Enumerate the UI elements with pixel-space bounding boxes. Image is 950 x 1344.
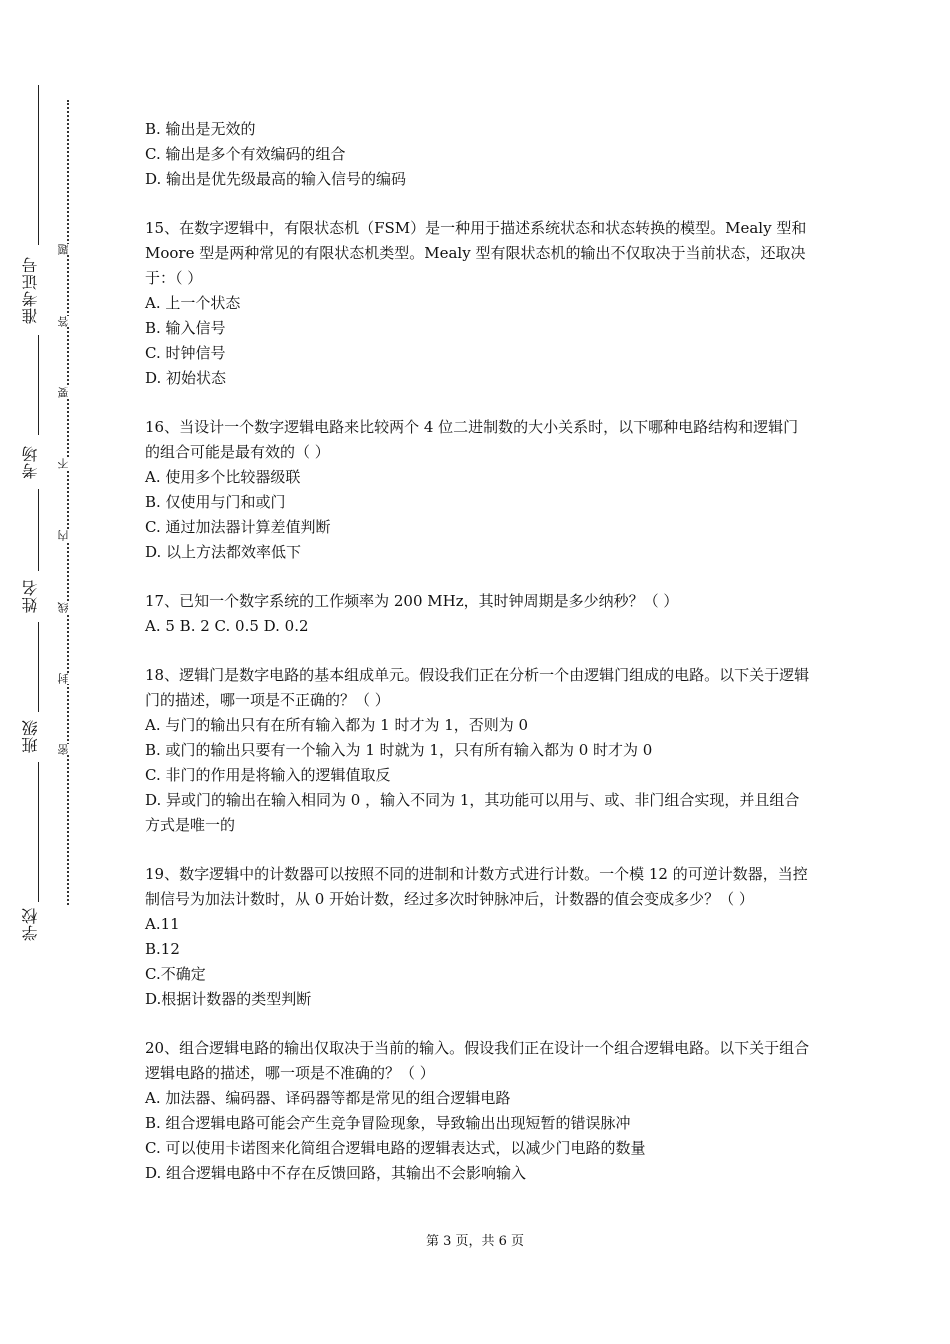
seal-dotted-line: [67, 100, 69, 905]
fill-line: [38, 85, 39, 245]
previous-question-options: [145, 117, 810, 192]
seal-char: 答: [58, 316, 78, 327]
question-stem: 19、数字逻辑中的计数器可以按照不同的进制和计数方式进行计数。一个模 12 的可逆计数器，当控制信号为加法计数时，从 0 开始计数，经过多次时钟脉冲后，计数器的值会变成多少？（ ）: [145, 865, 808, 908]
option: C. 时钟信号: [145, 344, 226, 362]
question-17: [145, 589, 810, 639]
option: B. 输出是无效的: [145, 120, 256, 138]
option: D. 初始状态: [145, 369, 227, 387]
option: D.根据计数器的类型判断: [145, 990, 312, 1008]
seal-char: 密: [58, 744, 78, 755]
admission-no-label: 准考证号: [21, 256, 40, 324]
seal-char: 内: [58, 530, 78, 541]
option: A. 5 B. 2 C. 0.5 D. 0.2: [145, 617, 309, 635]
fill-line: [38, 489, 39, 571]
question-15: [145, 216, 810, 391]
seal-char: 不: [58, 458, 78, 469]
option: D. 组合逻辑电路中不存在反馈回路，其输出不会影响输入: [145, 1164, 527, 1182]
option: C. 可以使用卡诺图来化简组合逻辑电路的逻辑表达式，以减少门电路的数量: [145, 1139, 646, 1157]
question-content: [145, 117, 810, 1186]
option: B. 输入信号: [145, 319, 226, 337]
question-16: [145, 415, 810, 565]
option: C. 非门的作用是将输入的逻辑值取反: [145, 766, 391, 784]
fill-line: [38, 622, 39, 712]
option: A. 使用多个比较器级联: [145, 468, 301, 486]
option: B.12: [145, 940, 180, 958]
option: A. 与门的输出只有在所有输入都为 1 时才为 1，否则为 0: [145, 716, 529, 734]
option: C.不确定: [145, 965, 206, 983]
question-stem: 15、在数字逻辑中，有限状态机（FSM）是一种用于描述系统状态和状态转换的模型。Mealy 型和 Moore 型是两种常见的有限状态机类型。Mealy 型有限状态机的输出不仅取决于当前状态，还取决于：（ ）: [145, 219, 807, 287]
option: B. 仅使用与门和或门: [145, 493, 286, 511]
name-label: 姓名: [21, 579, 40, 613]
option: C. 通过加法器计算差值判断: [145, 518, 331, 536]
option: B. 组合逻辑电路可能会产生竞争冒险现象，导致输出出现短暂的错误脉冲: [145, 1114, 631, 1132]
question-18: [145, 663, 810, 838]
seal-char: 要: [58, 387, 78, 398]
option: D. 以上方法都效率低下: [145, 543, 302, 561]
question-stem: 17、已知一个数字系统的工作频率为 200 MHz，其时钟周期是多少纳秒？（ ）: [145, 592, 679, 610]
option: A. 加法器、编码器、译码器等都是常见的组合逻辑电路: [145, 1089, 511, 1107]
question-stem: 18、逻辑门是数字电路的基本组成单元。假设我们正在分析一个由逻辑门组成的电路。以下关于逻辑门的描述，哪一项是不正确的？（ ）: [145, 666, 810, 709]
question-stem: 16、当设计一个数字逻辑电路来比较两个 4 位二进制数的大小关系时，以下哪种电路结构和逻辑门的组合可能是最有效的（ ）: [145, 418, 799, 461]
option: A.11: [145, 915, 180, 933]
option: B. 或门的输出只要有一个输入为 1 时就为 1，只有所有输入都为 0 时才为 0: [145, 741, 653, 759]
seal-char: 线: [58, 602, 78, 613]
page-number: 第 3 页，共 6 页: [425, 1234, 525, 1249]
option: A. 上一个状态: [145, 294, 241, 312]
option: D. 输出是优先级最高的输入信号的编码: [145, 170, 407, 188]
exam-room-label: 考场: [21, 445, 40, 479]
option: C. 输出是多个有效编码的组合: [145, 145, 346, 163]
question-20: [145, 1036, 810, 1186]
question-19: [145, 862, 810, 1012]
fill-line: [38, 335, 39, 435]
school-label: 学校: [21, 907, 40, 941]
seal-char: 封: [58, 673, 78, 684]
question-stem: 20、组合逻辑电路的输出仅取决于当前的输入。假设我们正在设计一个组合逻辑电路。以下关于组合逻辑电路的描述，哪一项是不准确的？（ ）: [145, 1039, 810, 1082]
option: D. 异或门的输出在输入相同为 0 ，输入不同为 1，其功能可以用与、或、非门组合实现，并且组合方式是唯一的: [145, 791, 800, 834]
fill-line: [38, 762, 39, 902]
seal-char: 题: [58, 244, 78, 255]
class-label: 班级: [21, 719, 40, 753]
